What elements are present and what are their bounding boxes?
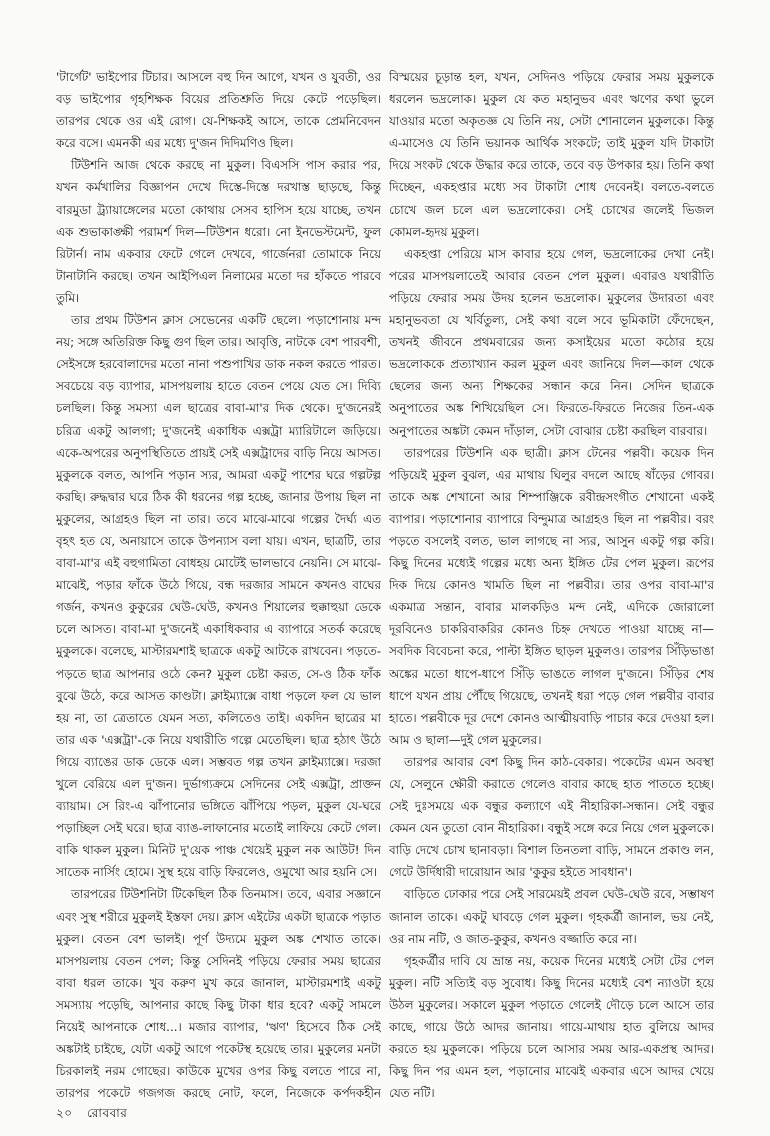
- paragraph: বাড়িতে ঢোকার পরে সেই সারমেয়ই প্রবল ঘেউ-ঘেউ রবে, সম্ভাষণ জানাল তাকে। একটু ঘাবড়ে গেল মুকুল। গৃহকর্ত্রী জানাল, ভয় নেই, ওর নাম নটি, ও জাত-কুকুর, কখনও বজ্জাতি করে না।: [389, 887, 714, 946]
- text-column-right: [389, 66, 714, 1101]
- section-name: রোববার: [86, 1106, 128, 1120]
- paragraph: টিউশনি আজ থেকে করছে না মুকুল। বিএসসি পাস করার পর, যখন কর্মখালির বিজ্ঞাপন দেখে দিস্তে-দিস্তে দরখাস্ত ছাড়ছে, কিন্তু বারমুডা ট্র্যায়াঙ্গেলের মতো কোথায় সেসব হাপিস হয়ে যাচ্ছে, তখন এক শুভাকাঙ্ক্ষী পরামর্শ দিল—টিউশন ধরো। নো ইনভেস্টমেন্ট, ফুল রিটার্ন। নাম একবার ফেটে গেলে দেখবে, গার্জেনরা তোমাকে নিয়ে টানাটানি করছে। তখন আইপিএল নিলামের মতো দর হাঁকতে পারবে তুমি।: [56, 158, 381, 305]
- paragraph: বিস্ময়ের চূড়ান্ত হল, যখন, সেদিনও পড়িয়ে ফেরার সময় মুকুলকে ধরলেন ভদ্রলোক। মুকুল যে কত মহানুভব এবং ঋণের কথা ভুলে যাওয়ার মতো অকৃতজ্ঞ যে তিনি নয়, সেটা শোনালেন মুকুলকে। কিন্তু এ-মাসেও যে তিনি ভয়ানক আর্থিক সংকটে; তাই মুকুল যদি টাকাটা দিয়ে সংকট থেকে উদ্ধার করে তাকে, তবে বড় উপকার হয়। তিনি কথা দিচ্ছেন, একহপ্তার মধ্যে সব টাকাটা শোধ দেবেনই। বলতে-বলতে চোখে জল চলে এল ভদ্রলোকের। সেই চোখের জলেই ভিজল কোমল-হৃদয় মুকুল।: [389, 70, 714, 239]
- page-footer: [56, 1105, 137, 1125]
- page-number: ২০: [56, 1106, 73, 1120]
- paragraph: তারপরের টিউশনি এক ছাত্রী। ক্লাস টেনের পল্লবী। কয়েক দিন পড়িয়েই মুকুল বুঝল, এর মাথায় ঘিলুর বদলে আছে ষাঁড়ের গোবর। তাকে অঙ্ক শেখানো আর শিম্পাঞ্জিকে রবীন্দ্রসংগীত শেখানো একই ব্যাপার। পড়াশোনার ব্যাপারে বিন্দুমাত্র আগ্রহও ছিল না পল্লবীর। বরং পড়তে বসলেই বলত, ভাল লাগছে না স্যর, আসুন একটু গল্প করি। কিছু দিনের মধ্যেই গল্পের মধ্যে অন্য ইঙ্গিত টের পেল মুকুল। রূপের দিক দিয়ে কোনও খামতি ছিল না পল্লবীর। তার ওপর বাবা-মা'র একমাত্র সন্তান, বাবার মালকড়িও মন্দ নেই, এদিকে জোরালো দূরবিনেও চাকরিবাকরির কোনও চিহ্ন দেখতে পাওয়া যাচ্ছে না—সবদিক বিবেচনা করে, পাল্টা ইঙ্গিত ছাড়ল মুকুলও। তারপর সিঁড়িভাঙা অঙ্কের মতো ধাপে-ধাপে সিঁড়ি ভাঙতে লাগল দু'জনে। সিঁড়ির শেষ ধাপে যখন প্রায় পৌঁছে গিয়েছে, তখনই ধরা পড়ে গেল পল্লবীর বাবার হাতে। পল্লবীকে দূর দেশে কোনও আত্মীয়বাড়ি পাচার করে দেওয়া হল। আম ও ছালা—দুই গেল মুকুলের।: [389, 445, 714, 747]
- paragraph: তারপরের টিউশনিটা টিকেছিল ঠিক তিনমাস। তবে, এবার সজ্ঞানে এবং সুস্থ শরীরে মুকুলই ইস্তফা দেয়। ক্লাস এইটের একটা ছাত্রকে পড়াত মুকুল। বেতন বেশ ভালই। পূর্ণ উদ্যমে মুকুল অঙ্ক শেখাত তাকে। মাসপয়লায় বেতন পেল; কিন্তু সেদিনই পড়িয়ে ফেরার সময় ছাত্রের বাবা ধরল তাকে। খুব করুণ মুখ করে জানাল, মাস্টারমশাই একটু সমস্যায় পড়েছি, আপনার কাছে কিছু টাকা ধার হবে? একটু সামলে নিয়েই আপনাকে শোধ...। মজার ব্যাপার, 'ঋণ' হিসেবে ঠিক সেই অঙ্কটাই চাইছে, যেটা একটু আগে পকেটস্থ হয়েছে তার। মুকুলের মনটা চিরকালই নরম গোছের। কাউকে মুখের ওপর কিছু বলতে পারে না, তারপর পকেটে গজগজ করছে নোট, ফলে, নিজেকে কর্পদকহীন: [56, 887, 381, 1101]
- paragraph: গৃহকর্ত্রীর দাবি যে ভ্রান্ত নয়, কয়েক দিনের মধ্যেই সেটা টের পেল মুকুল। নটি সত্যিই বড় সুবোধ। কিছু দিনের মধ্যেই বেশ ন্যাওটা হয়ে উঠল মুকুলের। সকালে মুকুল পড়াতে গেলেই দৌড়ে চলে আসে তার কাছে, গায়ে উঠে আদর জানায়। গায়ে-মাথায় হাত বুলিয়ে আদর করতে হয় মুকুলকে। পড়িয়ে চলে আসার সময় আর-একপ্রস্থ আদর। কিছু দিন পর এমন হল, পড়ানোর মাঝেই একবার এসে আদর খেয়ে যেত নটি।: [389, 953, 714, 1101]
- paragraph: তারপর আবার বেশ কিছু দিন কাঠ-বেকার। পকেটের এমন অবস্থা যে, সেলুনে ক্ষৌরী করাতে গেলেও বাবার কাছে হাত পাততে হচ্ছে। সেই দুঃসময়ে এক বন্ধুর কল্যাণে এই নীহারিকা-সন্ধান। সেই বন্ধুর কেমন যেন তুতো বোন নীহারিকা। বন্ধুই সঙ্গে করে নিয়ে গেল মুকুলকে। বাড়ি দেখে চোখ ছানাবড়া। বিশাল তিনতলা বাড়ি, সামনে প্রকাণ্ড লন, গেটে উর্দিধারী দারোয়ান আর 'কুকুর হইতে সাবধান'।: [389, 754, 714, 880]
- paragraph: তার প্রথম টিউশন ক্লাস সেভেনের একটি ছেলে। পড়াশোনায় মন্দ নয়; সঙ্গে অতিরিক্ত কিছু গুণ ছিল তার। আবৃত্তি, নাটকে বেশ পারবশী, সেইসঙ্গে হরবোলাদের মতো নানা পশুপাখির ডাক নকল করতে পারত। সবচেয়ে বড় ব্যাপার, মাসপয়লায় হাতে বেতন পেয়ে যেত সে। দিব্যি চলছিল। কিন্তু সমস্যা এল ছাত্রের বাবা-মা'র দিক থেকে। দু'জনেরই চরিত্র একটু আলগা; দু'জনেই একাধিক এক্সট্রা ম্যারিটালে জড়িয়ে। একে-অপরের অনুপস্থিতিতে প্রায়ই সেই এক্সট্রাদের বাড়ি নিয়ে আসত। মুকুলকে বলত, আপনি পড়ান স্যর, আমরা একটু পাশের ঘরে গল্পটল্প করছি। রুদ্ধদ্বার ঘরে ঠিক কী ধরনের গল্প হচ্ছে, জানার উপায় ছিল না মুকুলের, আগ্রহও ছিল না তার। তবে মাঝে-মাঝে গল্পের দৈর্ঘ্য এত বৃহৎ হত যে, অনায়াসে তাকে উপন্যাস বলা যায়। এখন, ছাত্রটি, তার বাবা-মা'র এই বহুগামিতা বোধহয় মোটেই ভালভাবে নেয়নি। সে মাঝে-মাঝেই, পড়ার ফাঁকে উঠে গিয়ে, বন্ধ দরজার সামনে কখনও বাঘের গর্জন, কখনও কুকুরের ঘেউ-ঘেউ, কখনও শিয়ালের হুক্কাহুয়া ডেকে চলে আসত। বাবা-মা দু'জনেই একাধিকবার এ ব্যাপারে সতর্ক করেছে মুকুলকে। বলেছে, মাস্টারমশাই ছাত্রকে একটু আটকে রাখবেন। পড়তে-পড়তে ছাত্র আপনার ওঠে কেন? মুকুল চেষ্টা করত, সে-ও ঠিক ফাঁক বুঝে উঠে, করে আসত কাণ্ডটা। ক্লাইম্যাক্সে বাধা পড়লে ফল যে ভাল হয় না, তা ত্রেতাতে যেমন সত্য, কলিতেও তাই। একদিন ছাত্রের মা তার এক 'এক্সট্রা'-কে নিয়ে যথারীতি গল্পে মেতেছিল। ছাত্র হঠাৎ উঠে গিয়ে ব্যাঙের ডাক ডেকে এল। সম্ভবত গল্প তখন ক্লাইম্যাক্সে। দরজা খুলে বেরিয়ে এল দু'জন। দুর্ভাগ্যক্রমে সেদিনের সেই এক্সট্রা, প্রাক্তন ব্যায়াম। সে রিং-এ ঝাঁপানোর ভঙ্গিতে ঝাঁপিয়ে পড়ল, মুকুল যে-ঘরে পড়াচ্ছিল সেই ঘরে। ছাত্র ব্যাঙ-লাফানোর মতোই লাফিয়ে কেটে গেল। বাকি থাকল মুকুল। মিনিট দু'য়েক পাঞ্চ খেয়েই মুকুল নক আউট! দিন সাতেক নার্সিং হোমে। সুস্থ হয়ে বাড়ি ফিরলেও, ওমুখো আর হয়নি সে।: [56, 313, 381, 880]
- text-column-left: [56, 66, 381, 1101]
- paragraph: একহপ্তা পেরিয়ে মাস কাবার হয়ে গেল, ভদ্রলোকের দেখা নেই। পরের মাসপয়লাতেই আবার বেতন পেল মুকুল। এবারও যথারীতি পড়িয়ে ফেরার সময় উদয় হলেন ভদ্রলোক। মুকুলের উদারতা এবং মহানুভবতা যে খর্বিতুল্য, সেই কথা বলে সবে ভূমিকাটা ফেঁদেছেন, তখনই জীবনে প্রথমবারের জন্য কসাইয়ের মতো কঠোর হয়ে ভদ্রলোককে প্রত্যাখ্যান করল মুকুল এবং জানিয়ে দিল—কাল থেকে ছেলের জন্য অন্য শিক্ষকের সন্ধান করে নিন। সেদিন ছাত্রকে অনুপাতের অঙ্ক শিখিয়েছিল সে। ফিরতে-ফিরতে নিজের তিন-এক অনুপাতের অঙ্কটা কেমন দাঁড়াল, সেটা বোঝার চেষ্টা করছিল বারবার।: [389, 246, 714, 438]
- paragraph: 'টার্গেট' ভাইপোর টিচার। আসলে বহু দিন আগে, যখন ও যুবতী, ওর বড় ভাইপোর গৃহশিক্ষক বিয়ের প্রতিশ্রুতি দিয়ে কেটে পড়েছিল। তারপর থেকে ওর এই রোগ। যে-শিক্ষকই আসে, তাকে প্রেমনিবেদন করে বসে। এমনকী এর মধ্যে দু'জন দিদিমণিও ছিল।: [56, 70, 381, 151]
